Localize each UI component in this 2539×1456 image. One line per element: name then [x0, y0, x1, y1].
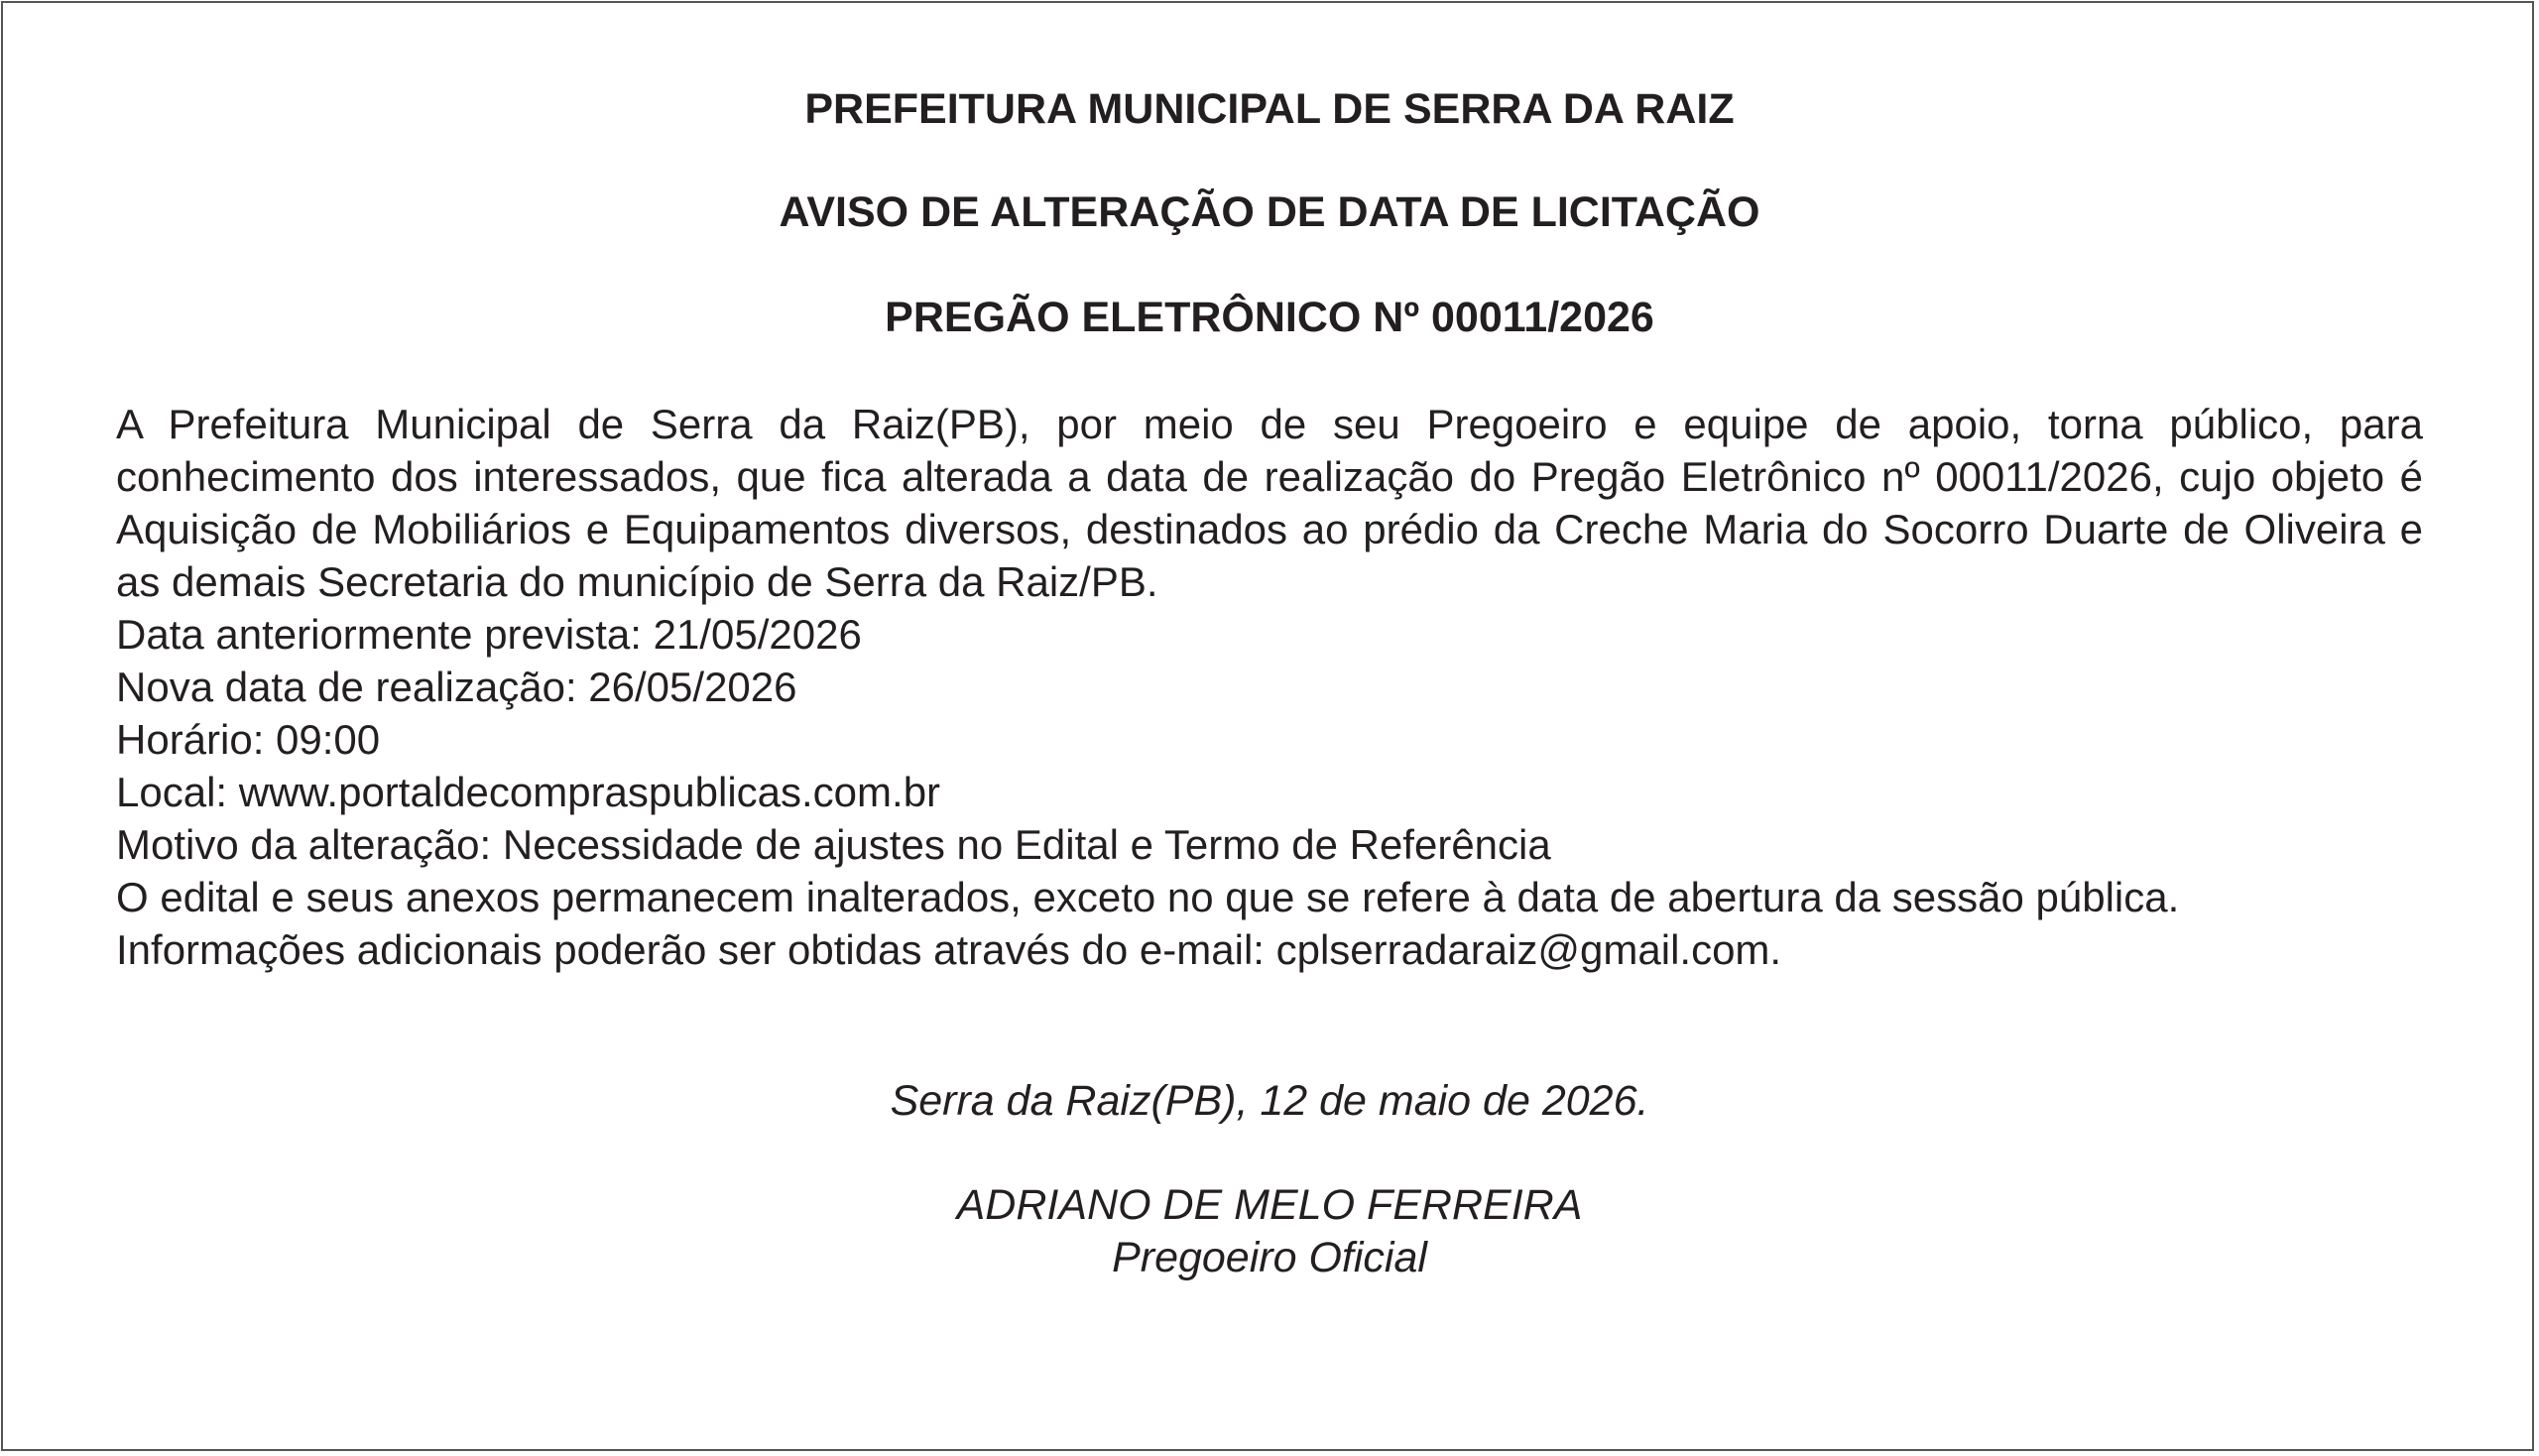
- edital-note: O edital e seus anexos permanecem inalterados, exceto no que se refere à data de abertura da sessão pública.: [116, 874, 2180, 920]
- process-number: PREGÃO ELETRÔNICO Nº 00011/2026: [885, 294, 1654, 341]
- session-location: Local: www.portaldecompraspublicas.com.br: [116, 769, 941, 815]
- notice-body: [116, 398, 2423, 976]
- notice-paragraph: A Prefeitura Municipal de Serra da Raiz(PB), por meio de seu Pregoeiro e equipe de apoio, torna público, para conhecimento dos interessados, que fica alterada a data de realização do Pregão Eletrônico nº 00011/2026, cujo objeto é Aquisição de Mobiliários e Equipamentos diversos, destinados ao prédio da Creche Maria do Socorro Duarte de Oliveira e as demais Secretaria do município de Serra da Raiz/PB.: [116, 401, 2423, 605]
- signer-role: Pregoeiro Oficial: [1112, 1234, 1427, 1281]
- session-time: Horário: 09:00: [116, 716, 381, 763]
- organization-title: PREFEITURA MUNICIPAL DE SERRA DA RAIZ: [804, 85, 1735, 133]
- change-reason: Motivo da alteração: Necessidade de ajustes no Edital e Termo de Referência: [116, 821, 1551, 868]
- new-date: Nova data de realização: 26/05/2026: [116, 664, 797, 710]
- place-and-date: Serra da Raiz(PB), 12 de maio de 2026.: [890, 1077, 1649, 1125]
- notice-title: AVISO DE ALTERAÇÃO DE DATA DE LICITAÇÃO: [779, 188, 1760, 236]
- signer-name: ADRIANO DE MELO FERREIRA: [956, 1181, 1583, 1229]
- previous-date: Data anteriormente prevista: 21/05/2026: [116, 611, 862, 658]
- contact-info: Informações adicionais poderão ser obtidas através do e-mail: cplserradaraiz@gmail.com.: [116, 926, 1782, 973]
